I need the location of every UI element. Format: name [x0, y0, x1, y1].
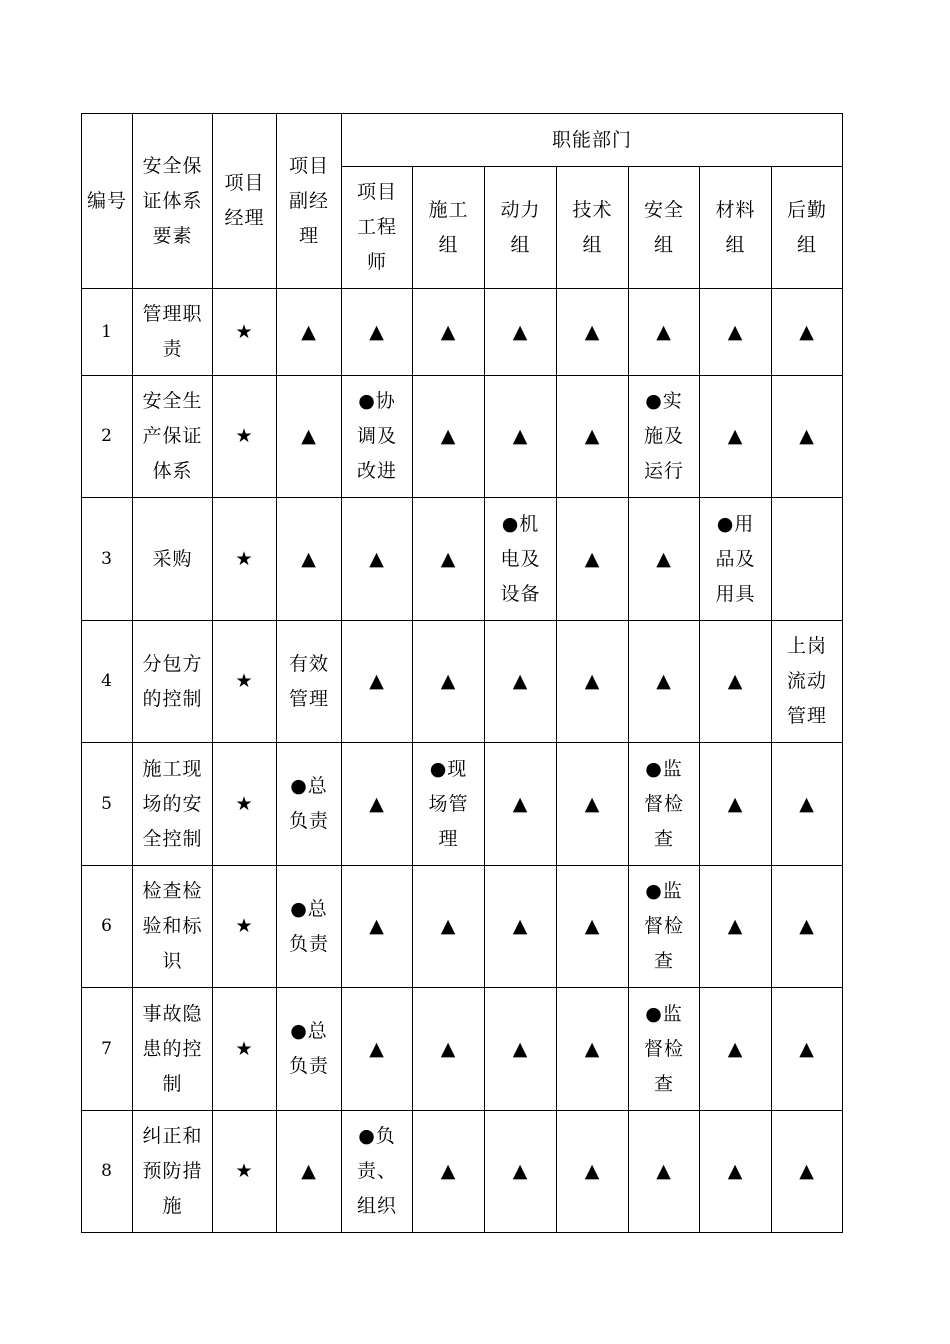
header-dept-power: 动力组: [485, 167, 557, 289]
row-element: 纠正和预防措施: [133, 1111, 213, 1233]
dept-cell: ▲: [485, 289, 557, 376]
dept-cell: ▲: [485, 988, 557, 1111]
dept-cell: ●机电及设备: [485, 498, 557, 621]
dept-cell: ▲: [557, 988, 629, 1111]
table-row: [82, 498, 843, 621]
row-number: 3: [82, 498, 133, 621]
header-dept-construction: 施工组: [413, 167, 485, 289]
dpm-cell: ●总负责: [277, 743, 342, 866]
row-number: 1: [82, 289, 133, 376]
dept-cell: ▲: [413, 866, 485, 988]
dept-cell: ▲: [342, 866, 413, 988]
dept-cell: ▲: [557, 621, 629, 743]
dept-cell: ▲: [629, 1111, 700, 1233]
header-dept-safety: 安全组: [629, 167, 700, 289]
header-element: 安全保证体系要素: [133, 114, 213, 289]
row-element: 分包方的控制: [133, 621, 213, 743]
dept-cell: ▲: [485, 743, 557, 866]
dept-cell: ▲: [342, 289, 413, 376]
dept-cell: ▲: [772, 1111, 843, 1233]
table-row: [82, 1111, 843, 1233]
dept-cell: ▲: [700, 376, 772, 498]
dept-cell: ▲: [557, 376, 629, 498]
table-row: [82, 743, 843, 866]
dept-cell: ▲: [772, 289, 843, 376]
pm-cell: ★: [213, 1111, 277, 1233]
row-number: 2: [82, 376, 133, 498]
row-number: 6: [82, 866, 133, 988]
table-row: [82, 621, 843, 743]
dept-cell: ▲: [629, 289, 700, 376]
dept-cell: ▲: [772, 988, 843, 1111]
dept-cell: ▲: [485, 866, 557, 988]
table-row: [82, 289, 843, 376]
row-element: 施工现场的安全控制: [133, 743, 213, 866]
row-element: 事故隐患的控制: [133, 988, 213, 1111]
dept-cell: ▲: [557, 498, 629, 621]
dpm-cell: ●总负责: [277, 866, 342, 988]
pm-cell: ★: [213, 988, 277, 1111]
dept-cell: ▲: [700, 988, 772, 1111]
dept-cell: ●协调及改进: [342, 376, 413, 498]
table-row: [82, 376, 843, 498]
header-number: 编号: [82, 114, 133, 289]
dept-cell: ▲: [772, 376, 843, 498]
dept-cell: ▲: [413, 988, 485, 1111]
header-dept-logistics: 后勤组: [772, 167, 843, 289]
pm-cell: ★: [213, 743, 277, 866]
dept-cell: ▲: [413, 289, 485, 376]
dept-cell: ●监督检查: [629, 988, 700, 1111]
dept-cell: ▲: [485, 1111, 557, 1233]
dept-cell: ▲: [700, 621, 772, 743]
row-number: 8: [82, 1111, 133, 1233]
dept-cell: ▲: [772, 866, 843, 988]
header-row-top: [82, 114, 843, 167]
dept-cell: ▲: [485, 376, 557, 498]
dept-cell: ●现场管理: [413, 743, 485, 866]
dept-cell: ▲: [700, 866, 772, 988]
dept-cell: ▲: [772, 743, 843, 866]
row-number: 5: [82, 743, 133, 866]
responsibility-table: [81, 113, 843, 1233]
dept-cell: ▲: [342, 498, 413, 621]
dept-cell: ▲: [557, 866, 629, 988]
row-element: 采购: [133, 498, 213, 621]
header-dept-materials: 材料组: [700, 167, 772, 289]
row-element: 检查检验和标识: [133, 866, 213, 988]
pm-cell: ★: [213, 289, 277, 376]
row-number: 7: [82, 988, 133, 1111]
dept-cell: ▲: [413, 1111, 485, 1233]
dept-cell: ●监督检查: [629, 743, 700, 866]
pm-cell: ★: [213, 621, 277, 743]
pm-cell: ★: [213, 376, 277, 498]
header-project-manager: 项目经理: [213, 114, 277, 289]
dept-cell: ▲: [557, 289, 629, 376]
dpm-cell: ●总负责: [277, 988, 342, 1111]
dept-cell: ▲: [342, 988, 413, 1111]
dept-cell: ▲: [413, 376, 485, 498]
dpm-cell: ▲: [277, 1111, 342, 1233]
dept-cell: ▲: [629, 498, 700, 621]
dept-cell: ▲: [557, 1111, 629, 1233]
dept-cell: ●监督检查: [629, 866, 700, 988]
dept-cell: ▲: [700, 1111, 772, 1233]
dept-cell: ●负责、组织: [342, 1111, 413, 1233]
dept-cell: ▲: [629, 621, 700, 743]
row-number: 4: [82, 621, 133, 743]
dept-cell: [772, 498, 843, 621]
dept-cell: ▲: [700, 289, 772, 376]
pm-cell: ★: [213, 866, 277, 988]
table-row: [82, 988, 843, 1111]
table-row: [82, 866, 843, 988]
header-dept-engineer: 项目工程师: [342, 167, 413, 289]
dept-cell: ▲: [342, 621, 413, 743]
dept-cell: ▲: [485, 621, 557, 743]
dept-cell: ●用品及用具: [700, 498, 772, 621]
row-element: 安全生产保证体系: [133, 376, 213, 498]
dpm-cell: ▲: [277, 498, 342, 621]
dept-cell: ●实施及运行: [629, 376, 700, 498]
dpm-cell: ▲: [277, 289, 342, 376]
dpm-cell: ▲: [277, 376, 342, 498]
dept-cell: 上岗流动管理: [772, 621, 843, 743]
header-deputy-manager: 项目副经理: [277, 114, 342, 289]
dept-cell: ▲: [700, 743, 772, 866]
dept-cell: ▲: [557, 743, 629, 866]
dept-cell: ▲: [413, 621, 485, 743]
dpm-cell: 有效管理: [277, 621, 342, 743]
row-element: 管理职责: [133, 289, 213, 376]
header-dept-technical: 技术组: [557, 167, 629, 289]
header-functional-departments: 职能部门: [342, 114, 843, 167]
dept-cell: ▲: [342, 743, 413, 866]
pm-cell: ★: [213, 498, 277, 621]
dept-cell: ▲: [413, 498, 485, 621]
